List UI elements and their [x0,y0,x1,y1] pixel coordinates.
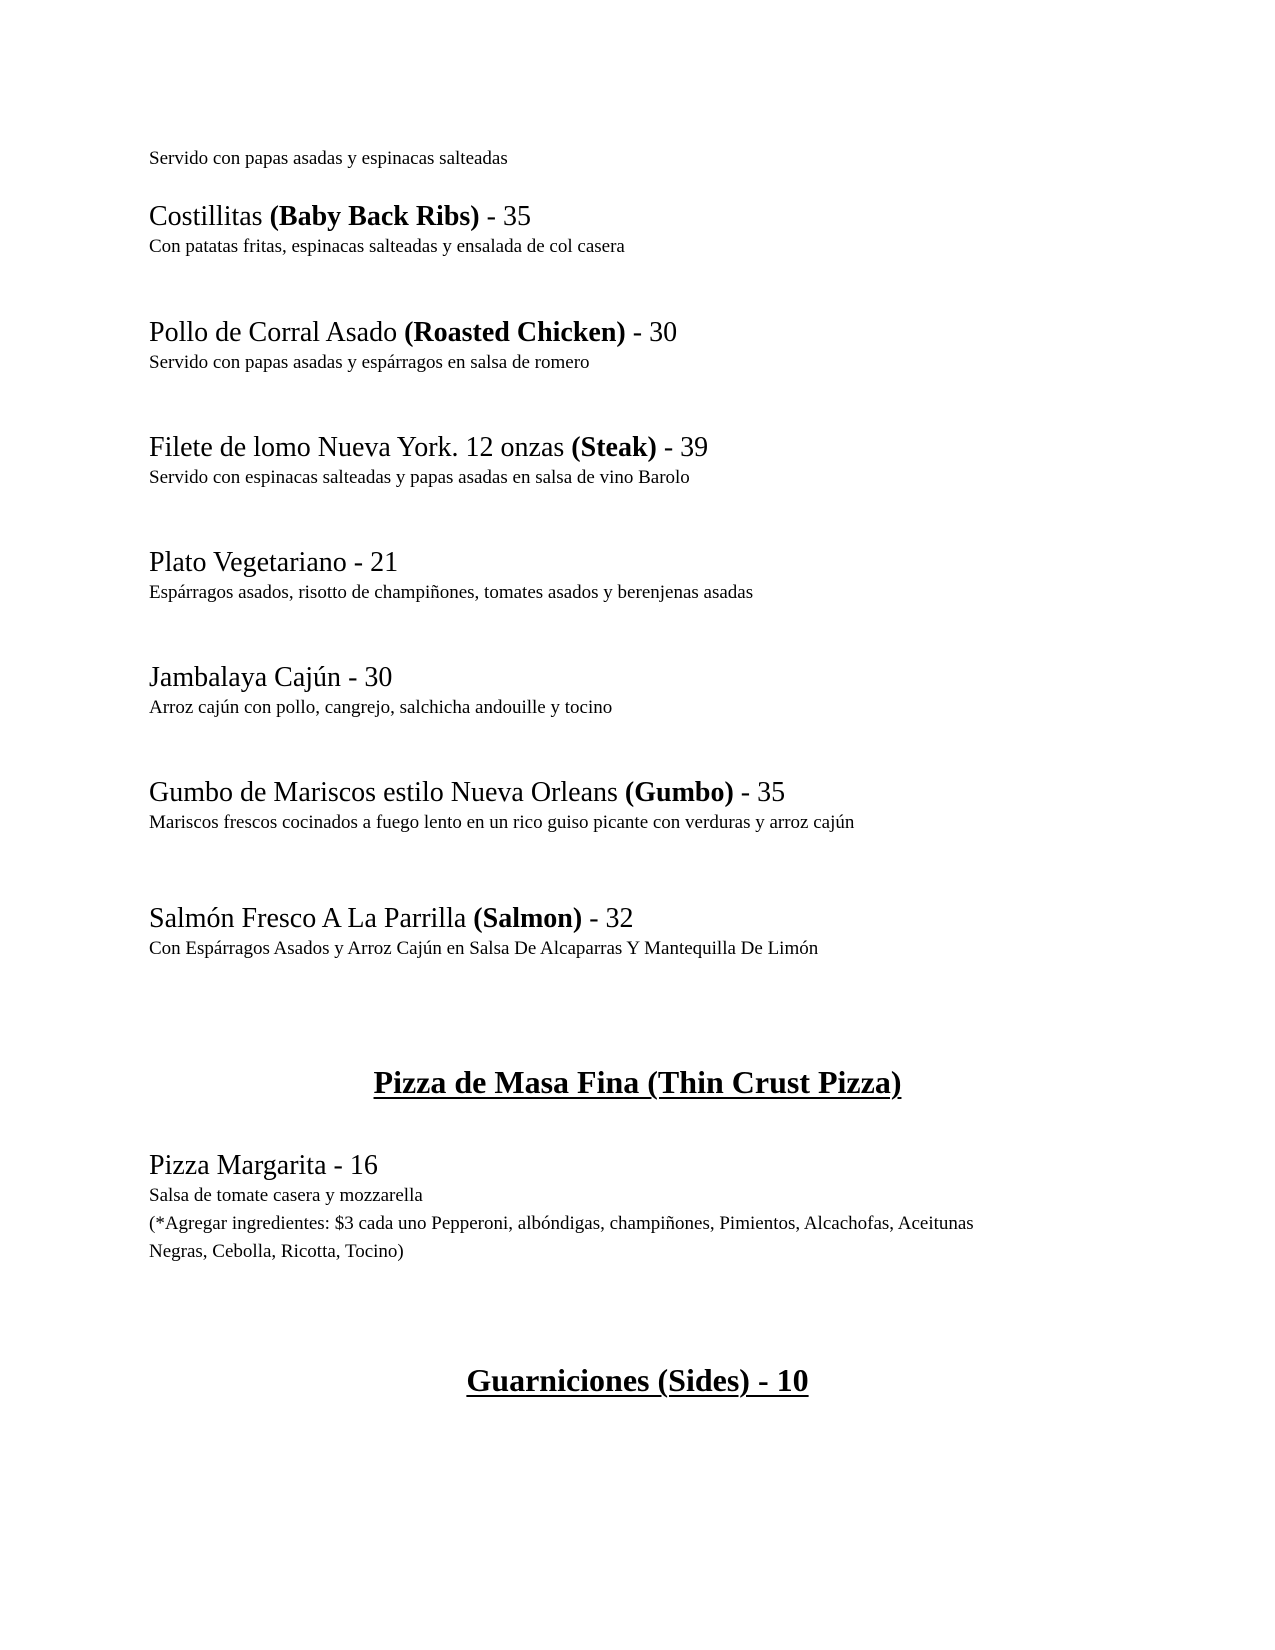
menu-item-name: Gumbo de Mariscos estilo Nueva Orleans [149,777,625,808]
menu-item-name: Pizza Margarita [149,1150,327,1181]
menu-item-price: - 39 [656,432,709,463]
menu-item-title [149,201,1149,233]
section-heading-sides-text: Guarniciones (Sides) - 10 [466,1362,809,1398]
section-heading-sides [0,1360,1275,1400]
menu-item-name: Salmón Fresco A La Parrilla [149,903,474,934]
menu-item-name: Filete de lomo Nueva York. 12 onzas [149,432,572,463]
menu-item-name: Costillitas [149,201,270,232]
menu-item [149,201,1149,261]
menu-item-title [149,547,1149,579]
menu-item-description: Salsa de tomate casera y mozzarella [149,1185,423,1206]
menu-item-title [149,777,1149,809]
section-heading-pizza-text: Pizza de Masa Fina (Thin Crust Pizza) [373,1064,902,1100]
menu-item [149,662,1149,722]
menu-item-price: - 16 [326,1150,378,1181]
menu-item-title [149,1150,1149,1182]
menu-item-title [149,903,1149,935]
menu-item-addons-line: Negras, Cebolla, Ricotta, Tocino) [149,1241,404,1262]
menu-item-name: Plato Vegetariano [149,547,347,578]
menu-item-english-name: (Salmon) [473,903,583,934]
menu-item [149,777,1149,837]
menu-item-title [149,317,1149,349]
menu-item-price: - 30 [341,662,393,693]
menu-item-description: Arroz cajún con pollo, cangrejo, salchicha andouille y tocino [149,697,613,718]
section-heading-pizza [0,1062,1275,1102]
menu-item-price: - 30 [625,317,678,348]
menu-item-price: - 35 [733,777,786,808]
menu-item-price: - 21 [346,547,399,578]
menu-item-addons-line: (*Agregar ingredientes: $3 cada uno Pepperoni, albóndigas, champiñones, Pimientos, Alcachofas, Aceitunas [149,1213,974,1234]
menu-item [149,432,1149,492]
menu-item-english-name: (Baby Back Ribs) [269,201,480,232]
menu-item-description: Con Espárragos Asados y Arroz Cajún en Salsa De Alcaparras Y Mantequilla De Limón [149,938,819,959]
menu-item-english-name: (Gumbo) [624,777,734,808]
intro-description: Servido con papas asadas y espinacas salteadas [149,148,508,169]
menu-item-title [149,432,1149,464]
menu-item-description: Espárragos asados, risotto de champiñones, tomates asados y berenjenas asadas [149,582,754,603]
menu-item-description: Servido con espinacas salteadas y papas asadas en salsa de vino Barolo [149,467,690,488]
menu-item-description: Servido con papas asadas y espárragos en salsa de romero [149,352,590,373]
menu-item-english-name: (Roasted Chicken) [404,317,626,348]
menu-item-description: Mariscos frescos cocinados a fuego lento en un rico guiso picante con verduras y arroz cajún [149,812,855,833]
menu-item [149,317,1149,377]
menu-item-name: Pollo de Corral Asado [149,317,405,348]
menu-item [149,547,1149,607]
menu-item-price: - 35 [479,201,531,232]
menu-item [149,1150,1149,1266]
menu-item [149,903,1149,963]
menu-item-description: Con patatas fritas, espinacas salteadas y ensalada de col casera [149,236,625,257]
menu-item-english-name: (Steak) [571,432,657,463]
menu-item-name: Jambalaya Cajún [149,662,342,693]
menu-item-price: - 32 [582,903,634,934]
menu-item-title [149,662,1149,694]
